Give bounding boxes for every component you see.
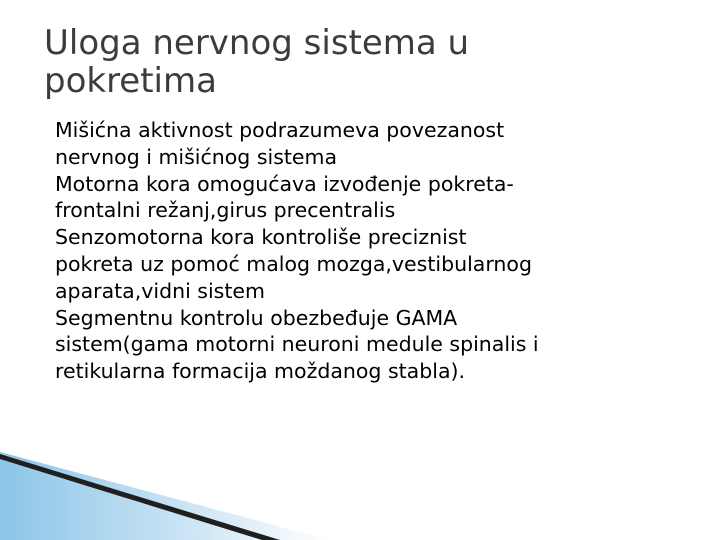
paragraph-line: Segmentnu kontrolu obezbeđuje GAMA xyxy=(55,305,458,330)
paragraph-line: pokreta uz pomoć malog mozga,vestibularnog xyxy=(55,251,532,276)
slide-title xyxy=(44,24,684,100)
paragraph-line: Motorna kora omogućava izvođenje pokreta- xyxy=(55,171,514,196)
paragraph-line: nervnog i mišićnog sistema xyxy=(55,144,338,169)
paragraph-line: retikularna formacija moždanog stabla). xyxy=(55,359,466,384)
slide-title-line-1: Uloga nervnog sistema u xyxy=(44,23,470,63)
paragraph-line: Senzomotorna kora kontroliše preciznist xyxy=(55,225,467,250)
corner-wedge-decoration xyxy=(0,440,720,540)
bullet-paragraph-3 xyxy=(55,224,705,304)
bullet-paragraph-4 xyxy=(55,305,705,385)
bullet-paragraph-2 xyxy=(55,171,705,225)
paragraph-line: Mišićna aktivnost podrazumeva povezanost xyxy=(55,118,505,142)
paragraph-line: sistem(gama motorni neuroni medule spinalis i xyxy=(55,332,539,357)
slide-body xyxy=(55,117,705,385)
paragraph-line: frontalni režanj,girus precentralis xyxy=(55,198,396,223)
wedge-light-shape xyxy=(0,452,330,540)
paragraph-line: aparata,vidni sistem xyxy=(55,278,265,303)
bullet-paragraph-1 xyxy=(55,117,705,171)
slide-title-line-2: pokretima xyxy=(44,61,217,101)
